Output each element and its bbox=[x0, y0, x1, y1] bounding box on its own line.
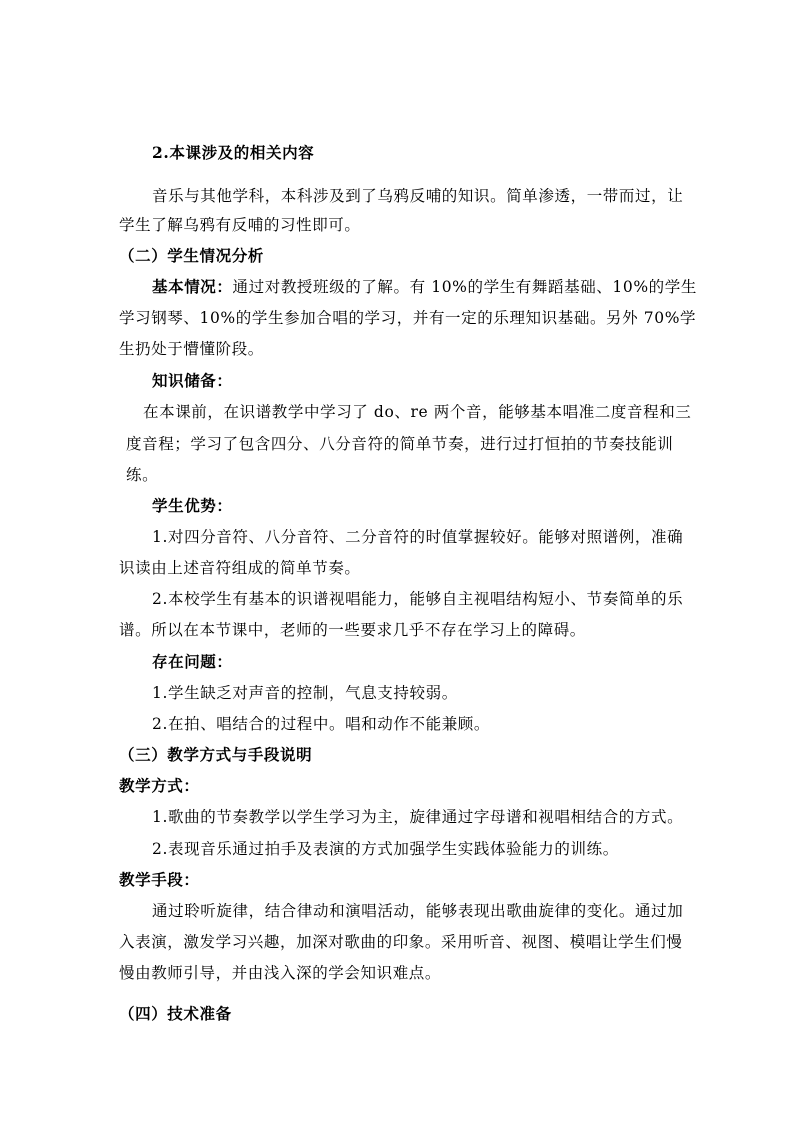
section-heading-teaching-methods: （三）教学方式与手段说明 bbox=[119, 746, 313, 764]
paragraph-line: 音乐与其他学科，本科涉及到了乌鸦反哺的知识。简单渗透，一带而过，让 bbox=[152, 187, 684, 205]
paragraph-line: 学生了解乌鸦有反哺的习性即可。 bbox=[119, 216, 361, 234]
list-item: 2.在拍、唱结合的过程中。唱和动作不能兼顾。 bbox=[152, 715, 490, 733]
paragraph-line: 识读由上述音符组成的简单节奏。 bbox=[119, 559, 361, 577]
list-item: 2.表现音乐通过拍手及表演的方式加强学生实践体验能力的训练。 bbox=[152, 840, 619, 858]
existing-problems-title: 存在问题： bbox=[152, 653, 233, 671]
paragraph-line: 练。 bbox=[126, 466, 159, 484]
paragraph-line: 谱。所以在本节课中，老师的一些要求几乎不存在学习上的障碍。 bbox=[119, 621, 586, 639]
student-advantages-title: 学生优势： bbox=[152, 497, 233, 515]
paragraph-line: 生扔处于懵懂阶段。 bbox=[119, 340, 264, 358]
paragraph-line: 在本课前，在识谱教学中学习了 do、re 两个音，能够基本唱准二度音程和三 bbox=[143, 403, 692, 421]
list-item: 2.本校学生有基本的识谱视唱能力，能够自主视唱结构短小、节奏简单的乐 bbox=[152, 590, 684, 608]
paragraph-line: 度音程；学习了包含四分、八分音符的简单节奏，进行过打恒拍的节奏技能训 bbox=[126, 435, 674, 453]
section-heading-technical-preparation: （四）技术准备 bbox=[119, 1005, 232, 1023]
section-heading-student-analysis: （二）学生情况分析 bbox=[119, 247, 264, 265]
section-title-related-content: 2.本课涉及的相关内容 bbox=[152, 143, 315, 162]
basic-situation-text: 通过对教授班级的了解。有 10%的学生有舞蹈基础、10%的学生 bbox=[232, 278, 697, 296]
list-item: 1.歌曲的节奏教学以学生学习为主，旋律通过字母谱和视唱相结合的方式。 bbox=[152, 808, 684, 826]
knowledge-reserve-title: 知识储备： bbox=[152, 372, 233, 390]
paragraph-line: 通过聆听旋律，结合律动和演唱活动，能够表现出歌曲旋律的变化。通过加 bbox=[152, 902, 684, 920]
basic-situation-label: 基本情况： bbox=[152, 278, 233, 296]
list-item: 1.对四分音符、八分音符、二分音符的时值掌握较好。能够对照谱例，准确 bbox=[152, 528, 684, 546]
teaching-means-title: 教学手段： bbox=[119, 871, 200, 889]
paragraph-line: 学习钢琴、10%的学生参加合唱的学习，并有一定的乐理知识基础。另外 70%学 bbox=[119, 309, 697, 327]
list-item: 1.学生缺乏对声音的控制，气息支持较弱。 bbox=[152, 684, 458, 702]
paragraph-line: 入表演，激发学习兴趣，加深对歌曲的印象。采用听音、视图、模唱让学生们慢 bbox=[119, 933, 683, 951]
teaching-method-title: 教学方式： bbox=[119, 777, 200, 795]
paragraph-line: 慢由教师引导，并由浅入深的学会知识难点。 bbox=[119, 964, 442, 982]
basic-situation-line bbox=[152, 275, 697, 297]
